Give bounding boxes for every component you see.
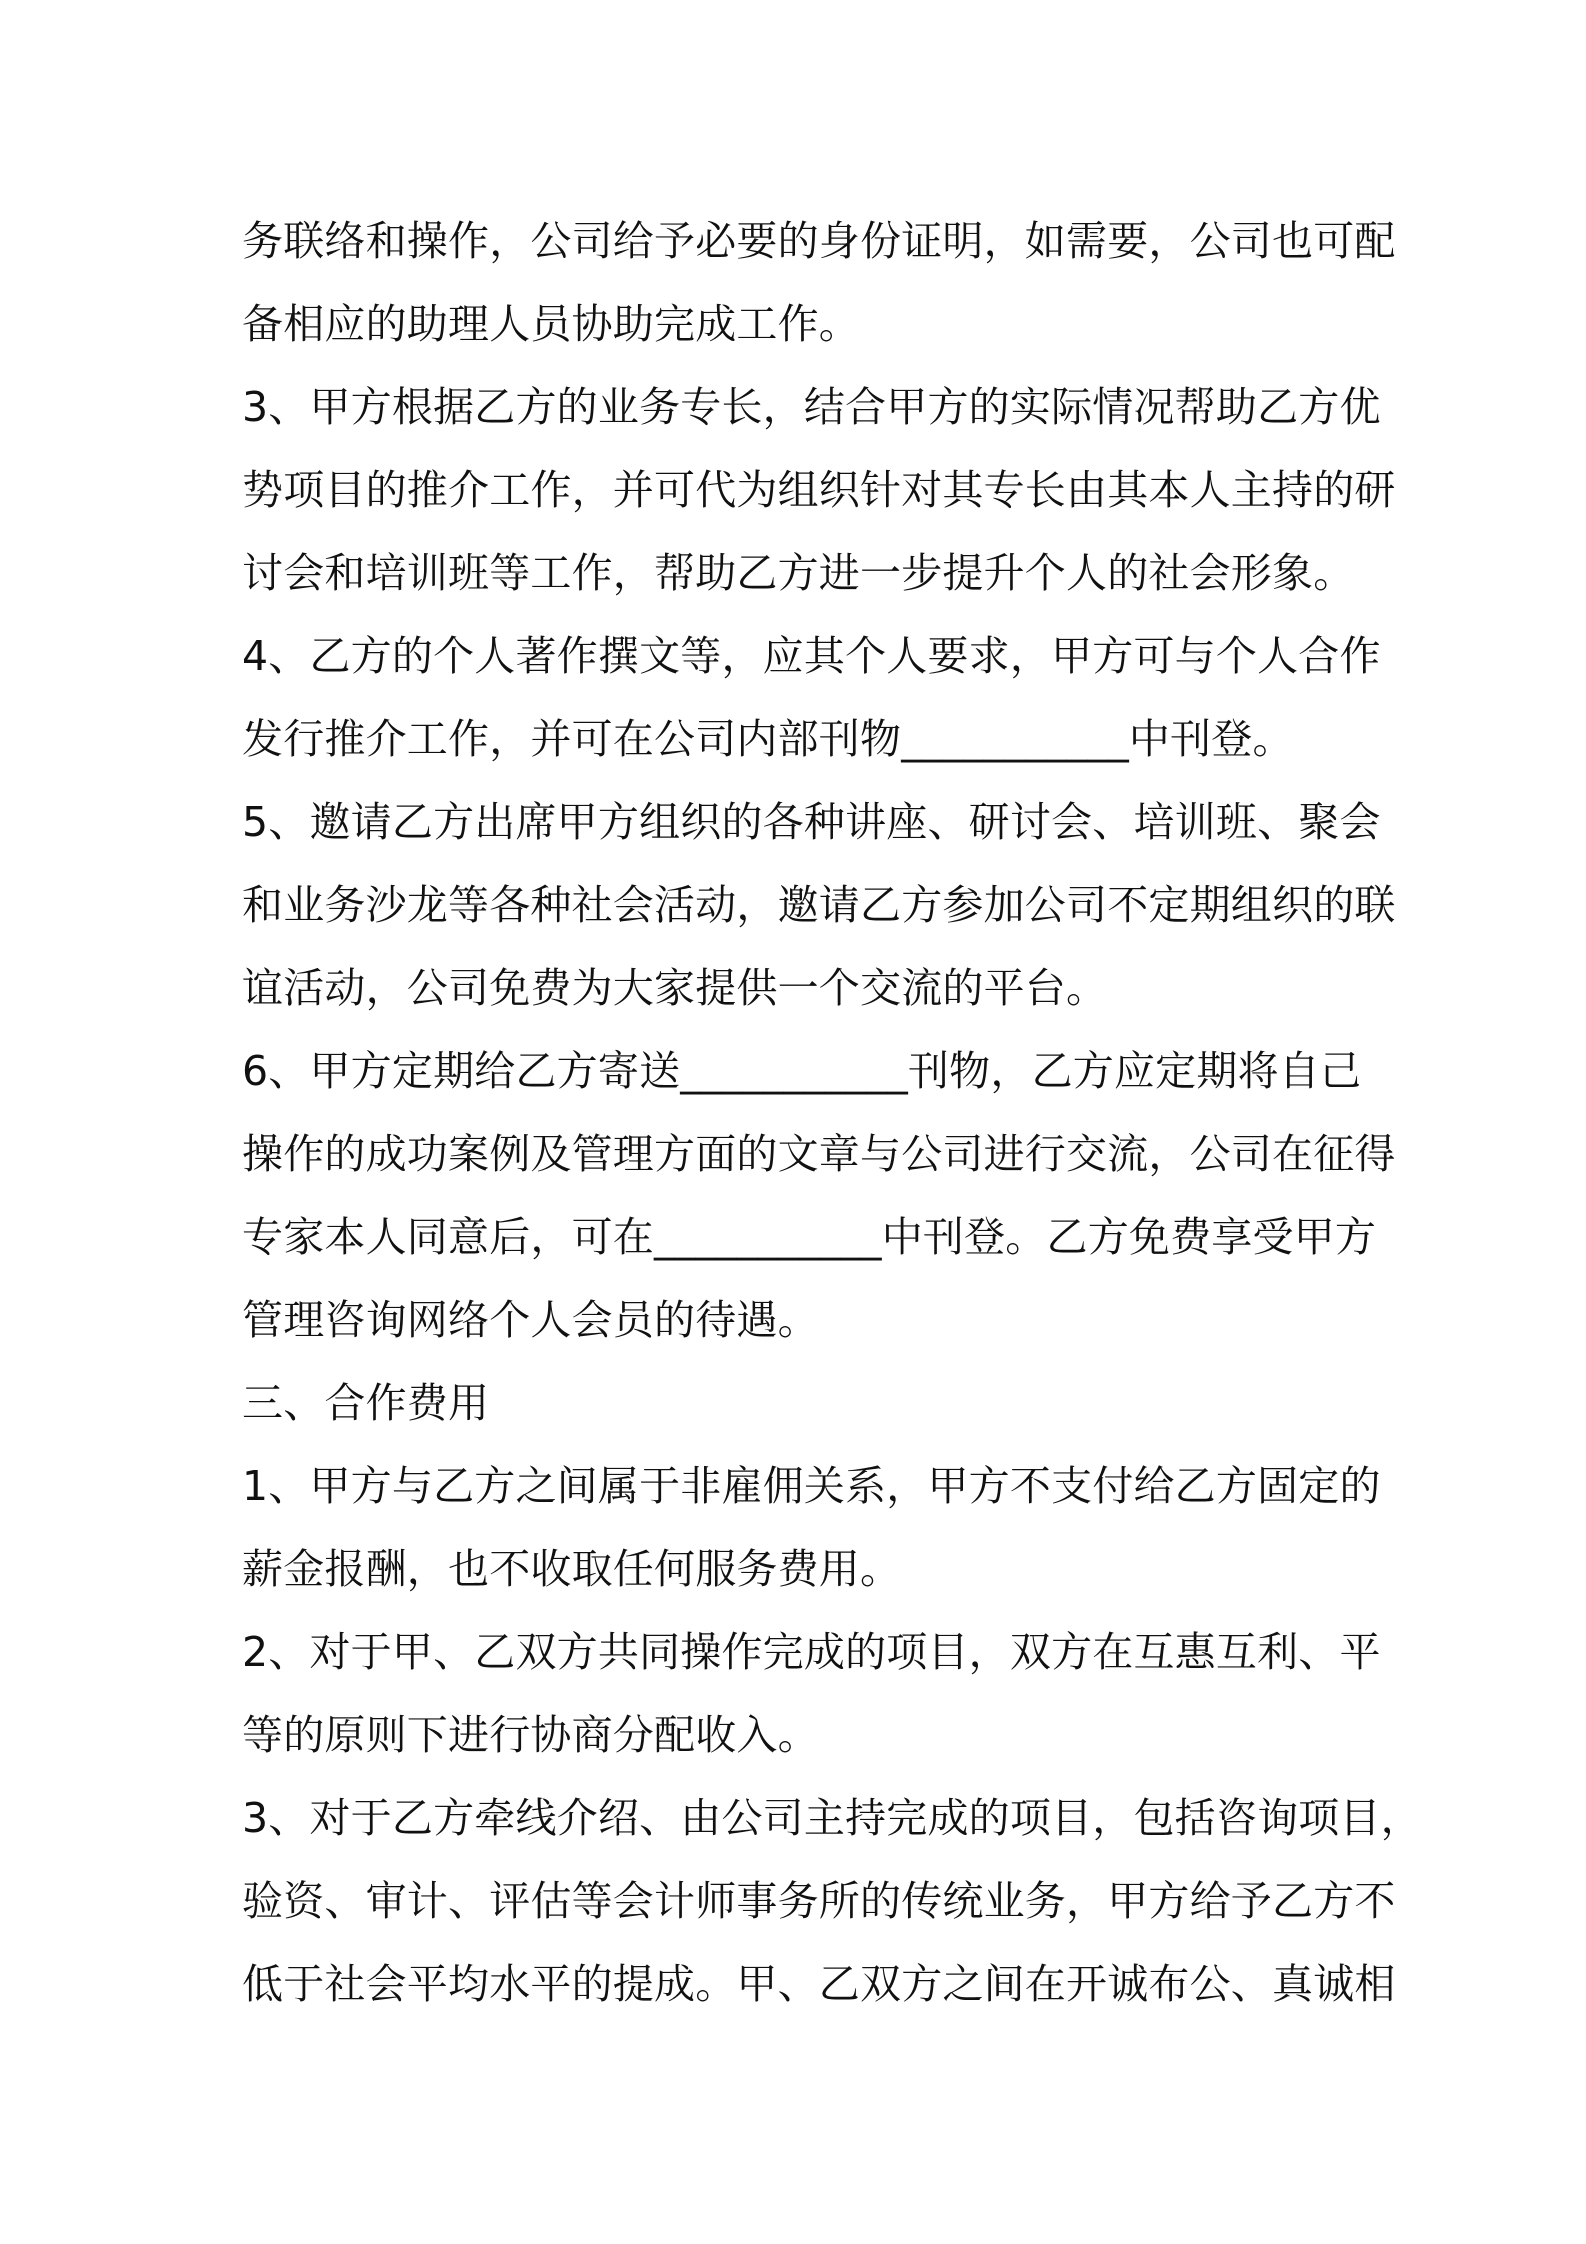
text-line: 低于社会平均水平的提成。甲、乙双方之间在开诚布公、真诚相 bbox=[242, 1960, 1396, 2008]
document-body bbox=[242, 200, 1422, 2026]
text-line: 操作的成功案例及管理方面的文章与公司进行交流，公司在征得 bbox=[242, 1130, 1396, 1178]
text-line: 3、对于乙方牵线介绍、由公司主持完成的项目，包括咨询项目， bbox=[242, 1794, 1422, 1842]
text-line: 势项目的推介工作，并可代为组织针对其专长由其本人主持的研 bbox=[242, 466, 1396, 514]
text-line: 备相应的助理人员协助完成工作。 bbox=[242, 300, 860, 348]
text-line: 谊活动，公司免费为大家提供一个交流的平台。 bbox=[242, 964, 1108, 1012]
text-line: 发行推介工作，并可在公司内部刊物___________中刊登。 bbox=[242, 715, 1294, 763]
text-line: 务联络和操作，公司给予必要的身份证明，如需要，公司也可配 bbox=[242, 217, 1396, 265]
text-line: 薪金报酬，也不收取任何服务费用。 bbox=[242, 1545, 902, 1593]
text-line: 2、对于甲、乙双方共同操作完成的项目，双方在互惠互利、平 bbox=[242, 1628, 1381, 1676]
text-line: 6、甲方定期给乙方寄送___________刊物，乙方应定期将自己 bbox=[242, 1047, 1362, 1095]
text-line: 5、邀请乙方出席甲方组织的各种讲座、研讨会、培训班、聚会 bbox=[242, 798, 1381, 846]
text-line: 管理咨询网络个人会员的待遇。 bbox=[242, 1296, 819, 1344]
text-line: 和业务沙龙等各种社会活动，邀请乙方参加公司不定期组织的联 bbox=[242, 881, 1396, 929]
text-line: 等的原则下进行协商分配收入。 bbox=[242, 1711, 819, 1759]
text-line: 3、甲方根据乙方的业务专长，结合甲方的实际情况帮助乙方优 bbox=[242, 383, 1381, 431]
text-line: 4、乙方的个人著作撰文等，应其个人要求，甲方可与个人合作 bbox=[242, 632, 1381, 680]
text-line: 专家本人同意后，可在___________中刊登。乙方免费享受甲方 bbox=[242, 1213, 1377, 1261]
text-line: 验资、审计、评估等会计师事务所的传统业务，甲方给予乙方不 bbox=[242, 1877, 1396, 1925]
section-heading: 三、合作费用 bbox=[242, 1379, 490, 1427]
text-line: 讨会和培训班等工作，帮助乙方进一步提升个人的社会形象。 bbox=[242, 549, 1355, 597]
text-line: 1、甲方与乙方之间属于非雇佣关系，甲方不支付给乙方固定的 bbox=[242, 1462, 1381, 1510]
